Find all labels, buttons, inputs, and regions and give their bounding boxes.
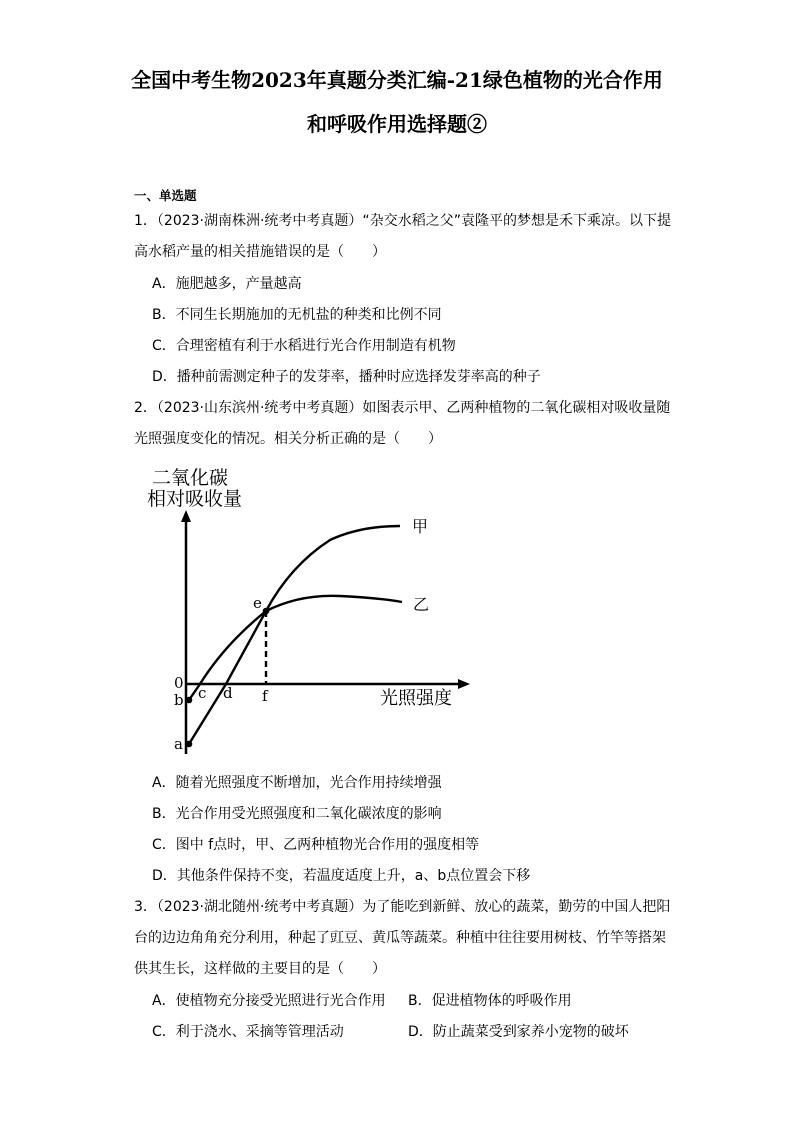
q2-option-b: B．光合作用受光照强度和二氧化碳浓度的影响	[152, 806, 442, 822]
q1-option-a: A．施肥越多，产量越高	[152, 276, 302, 292]
y-axis-arrow	[181, 510, 191, 522]
q2-option-d: D．其他条件保持不变，若温度适度上升，a、b点位置会下移	[152, 868, 531, 884]
q1-option-c: C．合理密植有利于水稻进行光合作用制造有机物	[152, 338, 456, 354]
q1-option-d: D．播种前需测定种子的发芽率，播种时应选择发芽率高的种子	[152, 369, 541, 385]
point-label-a: a	[174, 735, 183, 753]
q2-option-c: C．图中 f点时，甲、乙两种植物光合作用的强度相等	[152, 837, 480, 853]
point-label-b: b	[174, 691, 184, 709]
q3-stem-line1: 3．（2023·湖北随州·统考中考真题）为了能吃到新鲜、放心的蔬菜，勤劳的中国人把阳	[134, 899, 671, 915]
point-e	[263, 608, 270, 615]
q2-stem-line2: 光照强度变化的情况。相关分析正确的是（ ）	[134, 431, 442, 447]
q3-option-a: A．使植物充分接受光照进行光合作用	[152, 993, 386, 1009]
point-label-e: e	[253, 594, 262, 612]
q1-option-b: B．不同生长期施加的无机盐的种类和比例不同	[152, 307, 442, 323]
point-a	[186, 741, 193, 748]
q3-option-c: C．利于浇水、采摘等管理活动	[152, 1024, 344, 1040]
q2-stem-line1: 2．（2023·山东滨州·统考中考真题）如图表示甲、乙两种植物的二氧化碳相对吸收量随	[134, 400, 671, 416]
chart-xlabel: 光照强度	[380, 688, 452, 709]
point-label-d: d	[223, 684, 233, 702]
q1-stem-line2: 高水稻产量的相关措施错误的是（ ）	[134, 244, 386, 260]
x-axis-arrow	[458, 679, 470, 689]
q1-stem-line1: 1．（2023·湖南株洲·统考中考真题）“杂交水稻之父”袁隆平的梦想是禾下乘凉。以下提	[134, 213, 671, 229]
point-label-c: c	[198, 684, 207, 702]
point-label-f: f	[262, 687, 268, 705]
q3-option-d: D．防止蔬菜受到家养小宠物的破坏	[408, 1024, 629, 1040]
origin-label: 0	[174, 674, 184, 692]
page-title-line2: 和呼吸作用选择题②	[307, 112, 487, 136]
q3-option-b: B．促进植物体的呼吸作用	[408, 993, 572, 1009]
point-b	[186, 697, 193, 704]
series-jia-line	[189, 526, 400, 744]
series-label-jia: 甲	[412, 517, 429, 536]
q3-stem-line2: 台的边边角角充分利用，种起了豇豆、黄瓜等蔬菜。种植中往往要用树枝、竹竿等搭架	[134, 930, 666, 946]
q3-stem-line3: 供其生长，这样做的主要目的是（ ）	[134, 961, 386, 977]
series-label-yi: 乙	[413, 595, 430, 614]
chart-ylabel-line2: 相对吸收量	[147, 488, 243, 510]
page-title-line1: 全国中考生物2023年真题分类汇编-21绿色植物的光合作用	[131, 68, 663, 92]
chart-ylabel-line1: 二氧化碳	[152, 467, 229, 489]
co2-absorption-chart	[140, 462, 480, 762]
q2-option-a: A．随着光照强度不断增加，光合作用持续增强	[152, 775, 442, 791]
section-heading: 一、单选题	[134, 188, 197, 203]
